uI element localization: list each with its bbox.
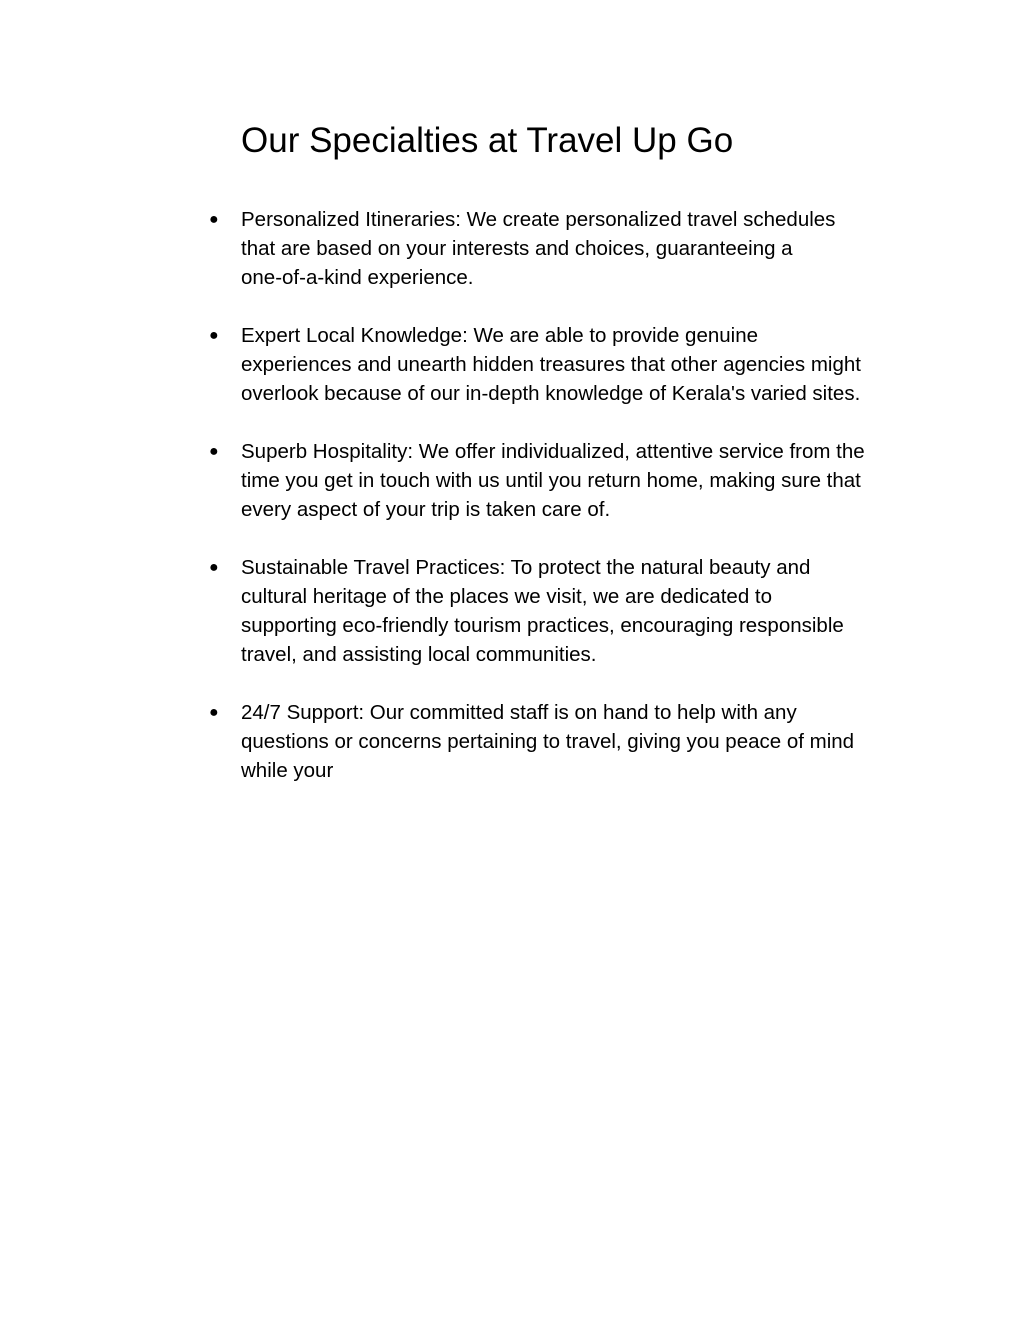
list-item [209,321,909,408]
page-title: Our Specialties at Travel Up Go [241,121,734,160]
list-item-text: 24/7 Support: Our committed staff is on hand to help with any questions or concerns pertaining to travel, giving you peace of mind while your [241,701,855,782]
specialties-list [209,205,909,814]
list-item [209,437,909,524]
list-item-text: Personalized Itineraries: We create personalized travel schedules that are based on your interests and choices, guaranteeing a one-of-a-kind experience. [241,208,836,289]
bullet-icon: ● [209,211,219,228]
list-item [209,205,909,292]
list-item [209,553,909,669]
bullet-icon: ● [209,704,219,721]
list-item-text: Sustainable Travel Practices: To protect the natural beauty and cultural heritage of the places we visit, we are dedicated to supporting eco-friendly tourism practices, encouraging responsible travel, and assisting local communities. [241,556,844,666]
bullet-icon: ● [209,443,219,460]
list-item-text: Expert Local Knowledge: We are able to provide genuine experiences and unearth hidden treasures that other agencies might overlook because of our in-depth knowledge of Kerala's varied sites. [241,324,861,405]
bullet-icon: ● [209,559,219,576]
list-item [209,698,909,785]
list-item-text: Superb Hospitality: We offer individualized, attentive service from the time you get in touch with us until you return home, making sure that every aspect of your trip is taken care of. [241,440,865,521]
bullet-icon: ● [209,327,219,344]
